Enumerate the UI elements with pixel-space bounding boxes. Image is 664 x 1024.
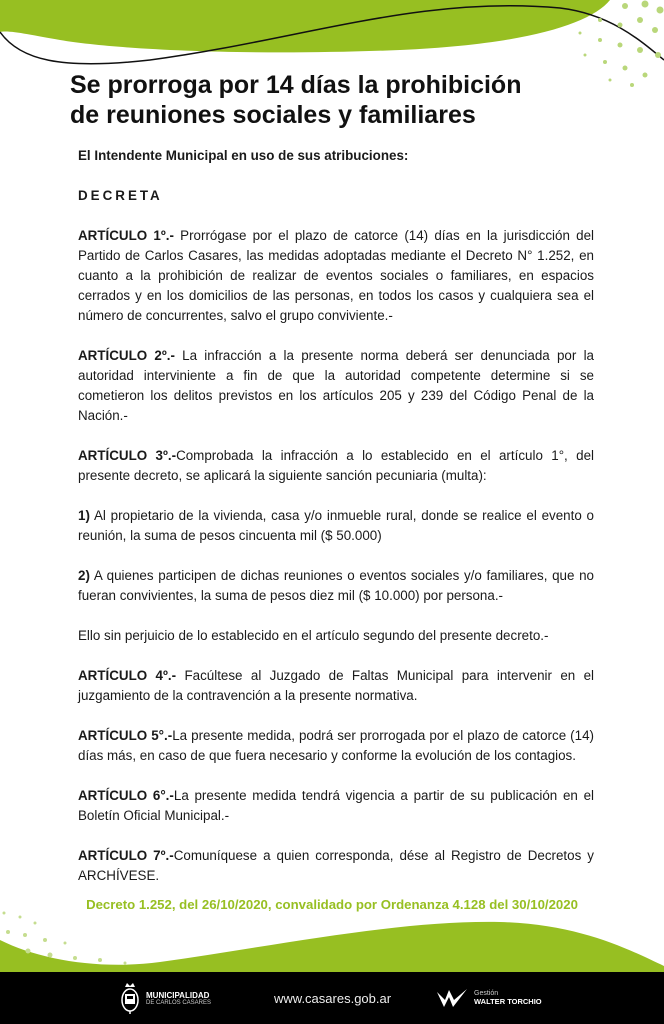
website-link[interactable]: www.casares.gob.ar — [274, 990, 392, 1006]
municipality-name: MUNICIPALIDAD — [146, 990, 210, 1000]
w-logo-icon — [436, 988, 468, 1008]
page-title — [70, 70, 521, 130]
clause-2: 2) A quienes participen de dichas reuniones o eventos sociales y/o familiares, que no fueran convivientes, la suma de pesos diez mil ($ 10.000) por persona.- — [78, 568, 594, 603]
footer-wave-decoration — [0, 905, 664, 974]
intro-text: El Intendente Municipal en uso de sus atribuciones: — [78, 148, 409, 163]
coat-of-arms-icon — [120, 981, 140, 1015]
gestion-label: Gestión — [474, 990, 499, 997]
municipality-subtitle: DE CARLOS CASARES — [146, 999, 212, 1006]
gestion-logo — [436, 972, 542, 1024]
municipality-logo — [120, 972, 211, 1024]
decreta-heading: DECRETA — [78, 188, 163, 203]
note-paragraph: Ello sin perjuicio de lo establecido en el artículo segundo del presente decreto.- — [78, 628, 549, 643]
title-line-2: de reuniones sociales y familiares — [70, 101, 476, 129]
gestion-name: WALTER TORCHIO — [474, 997, 542, 1006]
article-3: ARTÍCULO 3º.-Comprobada la infracción a lo establecido en el artículo 1°, del presente decreto, se aplicará la siguiente sanción pecuniaria (multa): — [78, 448, 594, 483]
article-7: ARTÍCULO 7º.-Comuníquese a quien corresponda, dése al Registro de Decretos y ARCHÍVESE. — [78, 848, 594, 883]
article-1: ARTÍCULO 1º.- Prorrógase por el plazo de catorce (14) días en la jurisdicción del Partido de Carlos Casares, las medidas adoptadas mediante el Decreto N° 1.252, en cuanto a la prohibición de realizar de eventos sociales o familiares, en espacios cerrados y en los domicilios de las personas, en todos los casos y cualquiera sea el número de concurrentes, salvo el grupo conviviente.- — [78, 228, 594, 323]
decree-body — [78, 146, 594, 914]
article-5: ARTÍCULO 5°.-La presente medida, podrá ser prorrogada por el plazo de catorce (14) días más, en caso de que fuera necesario y conforme la evolución de los contagios. — [78, 728, 594, 763]
title-line-1: Se prorroga por 14 días la prohibición — [70, 71, 522, 99]
article-6: ARTÍCULO 6°.-La presente medida tendrá vigencia a partir de su publicación en el Boletín Oficial Municipal.- — [78, 788, 594, 823]
footer-bar — [0, 972, 664, 1024]
clause-1: 1) Al propietario de la vivienda, casa y/o inmueble rural, donde se realice el evento o reunión, la suma de pesos cincuenta mil ($ 50.000) — [78, 508, 594, 543]
article-2: ARTÍCULO 2º.- La infracción a la presente norma deberá ser denunciada por la autoridad interviniente a fin de que la autoridad competente determine si se cometieron los delitos previstos en los artículos 205 y 239 del Código Penal de la Nación.- — [78, 348, 594, 423]
article-4: ARTÍCULO 4º.- Facúltese al Juzgado de Faltas Municipal para intervenir en el juzgamiento de la contravención a la presente normativa. — [78, 668, 595, 703]
closing-reference: Decreto 1.252, del 26/10/2020, convalidado por Ordenanza 4.128 del 30/10/2020 — [86, 897, 578, 912]
